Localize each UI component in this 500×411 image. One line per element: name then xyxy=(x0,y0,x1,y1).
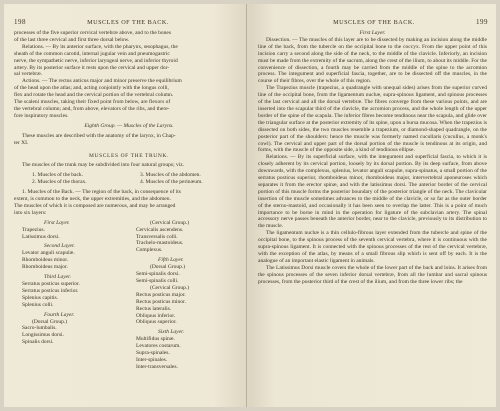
back-line: into six layers: xyxy=(14,209,47,216)
muscle-item: Inter-spinales. xyxy=(136,356,168,363)
left-page xyxy=(4,4,250,407)
muscle-item: Semi-spinalis colli. xyxy=(136,278,179,284)
layer-heading: Fifth Layer. xyxy=(158,257,184,264)
left-page-number: 198 xyxy=(14,18,26,26)
trunk-heading: MUSCLES OF THE TRUNK. xyxy=(89,152,169,159)
intro-line: sheath of the common carotid, internal jugular vein and pneumogastric xyxy=(14,50,170,57)
muscle-item: Latissimus dorsi. xyxy=(22,233,60,240)
trunk-intro: The muscles of the trunk may be subdivided into four natural groups; viz. xyxy=(22,162,185,169)
back-line: extent, is common to the neck, the upper extremities, and the abdomen. xyxy=(14,196,171,203)
intro-line: of the last three cervical and first three dorsal below. xyxy=(14,36,130,43)
intro-line: sal vertebræ. xyxy=(14,71,43,78)
muscle-item: Levator anguli scapulæ. xyxy=(22,250,75,257)
layers-column-right xyxy=(130,220,244,371)
first-layer-heading: First Layer. xyxy=(359,30,386,36)
larynx-line: These muscles are described with the anatomy of the larynx, in Chap- xyxy=(22,132,176,139)
layer-heading: Sixth Layer. xyxy=(158,329,184,336)
eighth-group-heading: Eighth Group. — Muscles of the Larynx. xyxy=(84,122,174,129)
muscle-groups-row xyxy=(14,179,244,186)
muscle-item: (Dorsal Group.) xyxy=(150,264,186,271)
layer-heading: Second Layer. xyxy=(44,243,75,250)
intro-line: Relations. — By its anterior surface, with the pharynx, œsophagus, the xyxy=(22,43,178,50)
muscle-item: Splenius colli. xyxy=(22,301,54,308)
muscle-item: Splenius capitis. xyxy=(22,294,59,301)
muscle-item: (Dorsal Group.) xyxy=(32,318,68,325)
group-item: 2. Muscles of the thorax. xyxy=(32,179,87,186)
muscle-item: Serratus posticus inferior. xyxy=(22,287,79,294)
muscle-item: (Cervical Group.) xyxy=(150,284,190,291)
larynx-line: ter XI. xyxy=(14,139,29,146)
relations-paragraph: Relations. — By its superficial surface, with the integument and superficial fascia, to which it is closely adherent by its cervical portion, loosely by its dorsal portion. By its deep surface, from above downwards, with the complexus, splenius, levator anguli scapulæ, supra-spinatus, a small portion of the serratus posticus superior, rhomboideus minor, rhomboideus major, intervertebral aponeuroses which separates it from the erector spinæ, and with the latissimus dorsi. The anterior border of the cervical portion of this muscle forms the posterior boundary of the posterior triangle of the neck. The clavicular insertion of the muscle sometimes advances to the middle of the clavicle, or so far as the outer border of the sterno-mastoid, and occasionally it has been seen to overlap the latter. This is a point of much importance to be borne in mind in the operation for ligature of the subclavian artery. The spinal accessory nerve passes beneath the anterior border, near to the clavicle, previously to its distribution to the muscle. xyxy=(258,154,487,230)
group-item: 3. Muscles of the abdomen. xyxy=(140,172,201,179)
right-page xyxy=(250,4,496,407)
ligamentum-paragraph: The ligamentum nuchæ is a thin cellulo-fibrous layer extended from the tubercle and spine of the occipital bone, to the spinous process of the seventh cervical vertebra, where it is continuous with the supra-spinous ligament. It is connected with the spinous processes of the rest of the cervical vertebræ, with the exception of the atlas, by means of a small fibrous slip which is sent off by each. It is the analogue of an important elastic ligament in animals. xyxy=(258,230,487,264)
intro-line: flex and rotate the head and the cervical portion of the vertebral column. xyxy=(14,92,174,99)
muscle-item: Inter-transversales. xyxy=(136,363,178,370)
layer-heading: Fourth Layer. xyxy=(44,311,75,318)
dissection-paragraph: Dissection. — The muscles of this layer are to be dissected by making an incision along the middle line of the back, from the tubercle on the occipital bone to the coccyx. From the upper point of this incision carry a second along the side of the neck, to the middle of the clavicle. Inferiorly, an incision must be made from the extremity of the sacrum, along the crest of the ilium, to about its middle. For the convenience of dissection, a fourth may be carried from the middle of the spine to the acromion process. The integument and superficial fascia, together, are to be dissected off the muscles, in the course of their fibres, over the whole of this region. xyxy=(258,36,487,85)
intro-line: fore inspiratory muscles. xyxy=(14,112,69,119)
layers-column-left xyxy=(14,220,130,371)
trapezius-paragraph: The Trapezius muscle (trapezius, a quadrangle with unequal sides) arises from the superior curved line of the occipital bone, from the ligamentum nuchæ, supra-spinous ligament, and spinous processes of the last cervical and all the dorsal vertebræ. The fibres converge from these various points, and are inserted into the scapular third of the clavicle, the acromion process, and the whole length of the upper border of the spine of the scapula. The inferior fibres become tendinous near the scapula, and glide over the triangular surface at the posterior extremity of its spine, upon a bursa mucosa. When the trapezius is dissected on both sides, the two muscles resemble a trapezium, or diamond-shaped quadrangle, on the posterior part of the shoulders: hence the muscle was formerly named cucullaris (cucullus, a monk's cowl). The cervical and upper part of the dorsal portion of the muscle is tendinous at its origin, and forms, with the muscle of the opposite side, a kind of tendinous ellipse. xyxy=(258,85,487,154)
muscle-item: Obliquus superior. xyxy=(136,319,177,326)
layer-heading: Third Layer. xyxy=(44,274,71,281)
intro-line: Actions. — The rectus anticus major and minor preserve the equilibrium xyxy=(22,78,182,85)
muscle-item: (Cervical Group.) xyxy=(150,219,190,226)
left-running-title: MUSCLES OF THE BACK. xyxy=(87,19,169,26)
muscle-item: Rhomboideus minor. xyxy=(22,257,69,264)
intro-line: processes of the five superior cervical vertebræ above, and to the bones xyxy=(14,30,171,36)
muscle-item: Spinalis dorsi. xyxy=(22,339,54,346)
book-gutter xyxy=(246,4,247,407)
muscle-item: Obliquus inferior. xyxy=(136,312,176,319)
muscle-item: Complexus. xyxy=(136,247,163,254)
muscle-item: Transversalis colli. xyxy=(136,233,178,240)
intro-line: nerve, the sympathetic nerve, inferior laryngeal nerve, and inferior thyroid xyxy=(14,57,178,64)
muscle-item: Serratus posticus superior. xyxy=(22,281,80,287)
back-line: 1. Muscles of the Back. — The region of the back, in consequence of its xyxy=(22,189,181,196)
muscle-item: Rectus posticus minor. xyxy=(136,298,186,305)
right-page-number: 199 xyxy=(476,18,488,26)
book-spread xyxy=(4,4,496,407)
intro-line: artery. By its posterior surface it rests upon the cervical and upper dor- xyxy=(14,64,170,71)
latissimus-paragraph: The Latissimus Dorsi muscle covers the whole of the lower part of the back and loins. It arises from the spinous processes of the seven inferior dorsal vertebræ, from all the lumbar and sacral spinous processes, from the posterior third of the crest of the ilium, and from the three lower ribs; the xyxy=(258,264,487,285)
intro-line: the vertebral column; and, from above, elevators of the ribs, and there- xyxy=(14,105,170,112)
left-intro xyxy=(14,30,244,120)
layer-heading: First Layer. xyxy=(44,219,70,226)
right-running-title: MUSCLES OF THE BACK. xyxy=(333,19,415,26)
muscle-item: Longissimus dorsi. xyxy=(22,332,64,339)
left-running-head xyxy=(14,18,242,28)
muscle-item: Sacro-lumbalis. xyxy=(22,325,57,332)
intro-line: of the head upon the atlas; and, acting conjointly with the longus colli, xyxy=(14,85,169,92)
group-item: 1. Muscles of the back. xyxy=(32,172,84,179)
muscle-item: Rhomboideus major. xyxy=(22,264,68,271)
layers-table xyxy=(14,220,244,371)
muscle-item: Rectus lateralis. xyxy=(136,305,172,312)
muscle-item: Trachelo-mastoideus. xyxy=(136,240,184,247)
muscle-item: Levatores costarum. xyxy=(136,343,181,350)
intro-line: The scaleni muscles, taking their fixed point from below, are flexors of xyxy=(14,99,171,106)
muscle-item: Supra-spinales. xyxy=(136,350,170,357)
muscle-item: Multifidus spinæ. xyxy=(136,336,175,343)
muscle-item: Trapezius. xyxy=(22,226,45,233)
group-item: 4. Muscles of the perinæum. xyxy=(140,179,203,186)
muscle-item: Rectus posticus major. xyxy=(136,291,186,298)
muscle-item: Cervicalis ascendens. xyxy=(136,226,184,233)
right-running-head xyxy=(260,18,488,28)
back-line: The muscles of which it is composed are numerous, and may be arranged xyxy=(14,202,176,209)
muscle-item: Semi-spinalis dorsi. xyxy=(136,271,180,278)
